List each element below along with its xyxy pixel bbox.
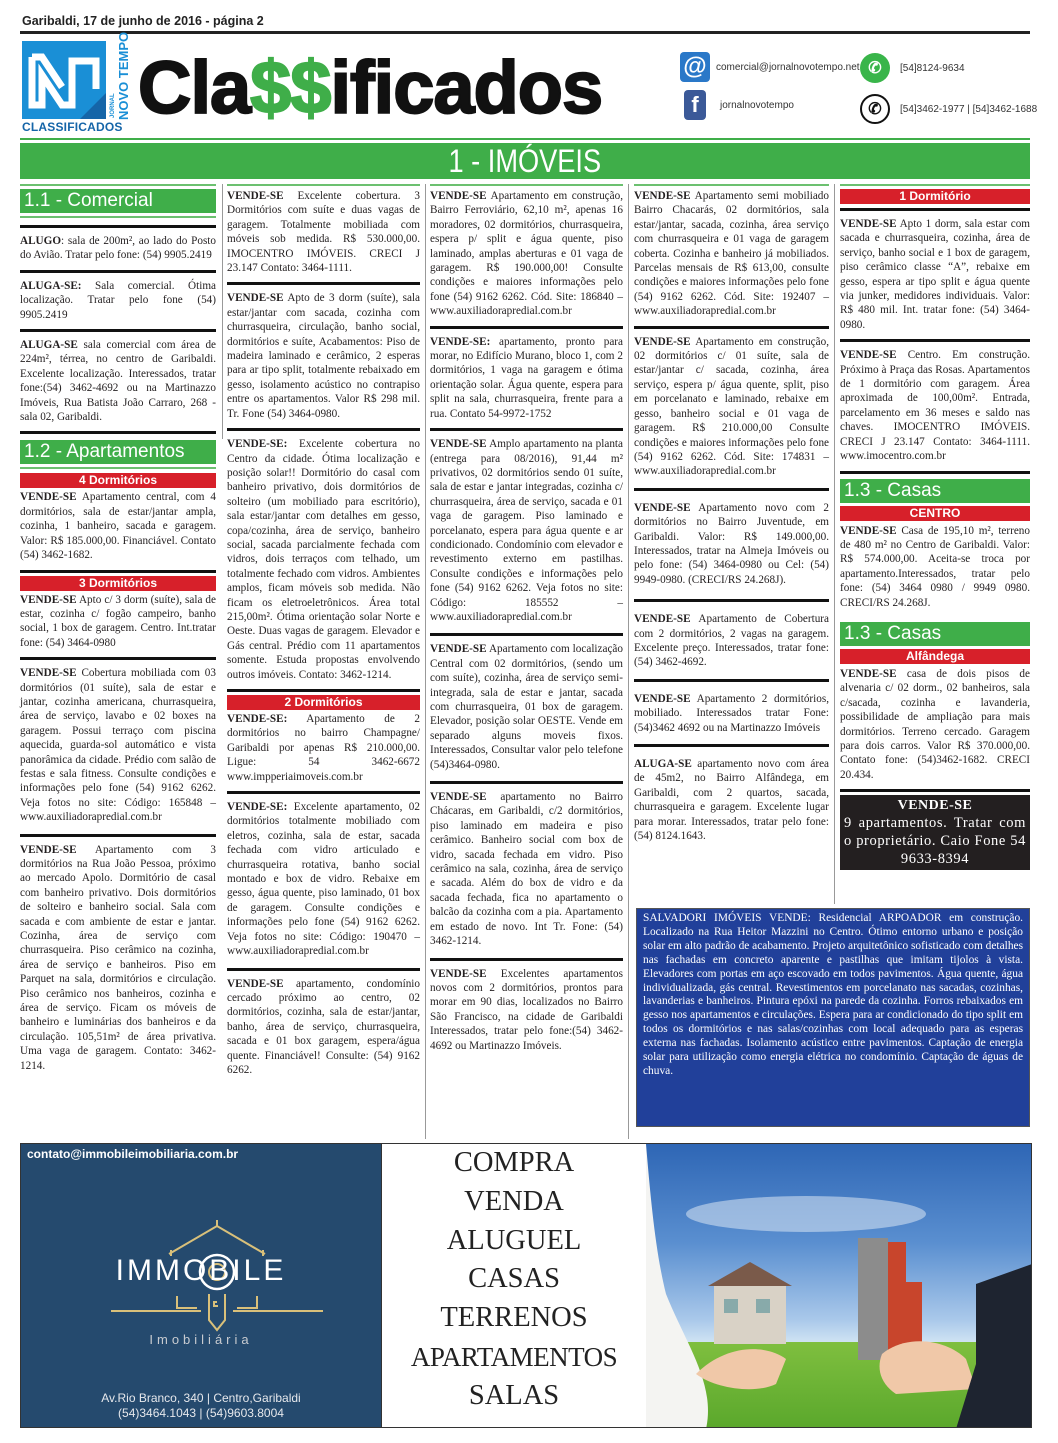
ad-lead: VENDE-SE xyxy=(634,190,691,202)
service-item: SALAS xyxy=(468,1379,560,1411)
black-rule xyxy=(227,689,420,692)
ad-lead: VENDE-SE xyxy=(634,501,691,514)
black-rule xyxy=(20,270,216,273)
column-1 xyxy=(20,184,216,1073)
at-icon: @ xyxy=(680,52,710,82)
green-rule xyxy=(634,184,829,186)
black-rule xyxy=(20,834,216,837)
column-5 xyxy=(840,184,1030,870)
column-divider xyxy=(628,184,629,1139)
ad-lead: VENDE-SE xyxy=(227,292,284,305)
logo-side-small: JORNAL xyxy=(110,93,116,118)
classified-ad xyxy=(20,593,216,651)
classified-ad xyxy=(227,291,420,421)
black-rule xyxy=(430,428,623,431)
black-rule xyxy=(840,471,1030,474)
immobile-address: Av.Rio Branco, 340 | Centro,Garibaldi xyxy=(101,1391,301,1405)
classified-ad xyxy=(840,348,1030,463)
title-dollars: $$ xyxy=(250,46,331,129)
classified-ad xyxy=(20,666,216,824)
ad-body: Apartamento 2 dormitórios, mobiliado. Interessados tratar Fone: (54)3462 4692 ou na Martinazzo Imóveis xyxy=(634,692,829,734)
section-banner xyxy=(20,143,1030,179)
classified-ad xyxy=(227,437,420,682)
column-4 xyxy=(634,184,829,843)
ad-lead: VENDE-SE: xyxy=(430,335,491,348)
service-item: ALUGUEL xyxy=(446,1224,582,1256)
box-title: VENDE-SE xyxy=(897,798,973,814)
header-rule xyxy=(20,31,1030,34)
ad-lead: VENDE-SE: xyxy=(227,801,288,814)
ad-lead: VENDE-SE xyxy=(430,643,487,656)
contact-email[interactable] xyxy=(680,52,860,82)
black-rule xyxy=(430,781,623,784)
contact-phone-text[interactable]: [54]3462-1977 | [54]3462-1688 xyxy=(900,103,1038,115)
ad-body: : sala de 200m², ao lado do Posto do Avião. Tratar pelo fone: (54) 9905.2419 xyxy=(20,235,216,262)
green-rule xyxy=(20,184,216,186)
black-rule xyxy=(634,326,829,329)
service-item: APARTAMENTOS xyxy=(410,1341,618,1372)
immobile-brand: IMMOBILE xyxy=(115,1254,287,1287)
column-divider xyxy=(425,184,426,1139)
ad-lead: VENDE-SE xyxy=(634,335,691,348)
black-rule xyxy=(430,326,623,329)
real-estate-photo xyxy=(646,1143,1032,1428)
green-rule xyxy=(20,216,216,218)
classified-ad xyxy=(430,790,623,948)
ad-lead: ALUGO xyxy=(20,235,62,247)
classified-ad xyxy=(634,335,829,479)
ad-body: Centro. Em construção. Próximo à Praça das Rosas. Apartamentos de 1 dormitório com garagem. Área aproximada de 100,00m². Entrada, parcelamento em 36 meses e saldo nas chaves. IMOCENTRO IMÓVEIS. CRECI J 23.147 Contato: 3464-1111. www.imocentro.com.br xyxy=(840,349,1030,463)
classified-ad xyxy=(840,217,1030,332)
ad-body: Apartamento com localização Central com 02 dormitórios, (sendo um com suíte), cozinha, área de serviço semi-integrada, sala de estar e jantar, sacada com churrasqueira, 01 box de garagem. Elevador, posição solar OESTE. Vende em separado alguns moveis fixos. Interessados, Consultar valor pelo telefone (54)3464-0980. xyxy=(430,643,623,771)
column-3 xyxy=(430,184,623,1053)
ad-body: Excelente apartamento, 02 dormitórios totalmente mobiliado com eletros, cozinha, sala de estar, sacada fechada com vidro articulado e churrasqueira rotativa, banho social montado e box de vidro. Rebaixe em gesso, água quente, piso laminado, 01 box de garagem. Consulte condições e informações pelo fone (54) 9162 6262. Veja fotos no site: Código: 190470 – www.auxiliadorapredial.com.br xyxy=(227,801,420,958)
title-part: Cla xyxy=(138,46,251,129)
ad-body: Apartamento central, com 4 dormitórios, sala de estar/jantar ampla, cozinha, 1 banheiro, sacada e garagem. Valor: R$ 185.000,00. Financiável. Contato (54) 3462-1682. xyxy=(20,491,216,562)
ad-lead: VENDE-SE xyxy=(20,843,77,856)
black-rule xyxy=(840,208,1030,211)
whatsapp-icon: ✆ xyxy=(860,53,890,83)
heading-casas: 1.3 - Casas xyxy=(840,622,1030,646)
ad-body: Apto de 3 dorm (suíte), sala estar/jantar com sacada, cozinha com churrasqueira, circulação, banho social, dormitórios e suíte, Acabamentos: Piso de madeira laminado e cerâmico, 2 esperas para ar tipo split, totalmente rebaixado em gesso, isolamento acústico no contrapiso entre os apartamentos. Valor R$ 298 mil. Tr. Fone (54) 3464-0980. xyxy=(227,292,420,420)
classified-ad xyxy=(20,843,216,1074)
logo-side-big: NOVO TEMPO xyxy=(116,31,131,120)
subheading-4-dormitorios: 4 Dormitórios xyxy=(20,473,216,488)
black-rule xyxy=(430,958,623,961)
subheading-1-dormitorio: 1 Dormitório xyxy=(840,189,1030,204)
ad-body: apartamento, pronto para morar, no Edifício Murano, bloco 1, com 2 dormitórios, 1 vaga na garagem e ótima orientação solar. Água quente, espera para split na sala, churrasqueira, frente para a rua. Contato 54-9972-1752 xyxy=(430,335,623,420)
classified-ad xyxy=(227,712,420,784)
heading-casas: 1.3 - Casas xyxy=(840,479,1030,503)
ad-body: Apartamento com 3 dormitórios na Rua João Pessoa, próximo ao mercado Apolo. Dormitório de casal com banheiro privativo. Dois dormitórios de solteiro e banheiro social. Sala com sacada e com ambiente de estar e jantar. Cozinha, área de serviço com churrasqueira. Piso cerâmico na cozinha, área de serviço e banheiros. Piso em Parquet na sala, dormitórios e circulação. Piso cerâmico nos banheiros, cozinha e área de serviço. Ficam os móveis de banheiro e luminárias dos banheiros e da circulação. 105,51m² de área privativa. Uma vaga de garagem. Contato: 3462-1214. xyxy=(20,843,216,1072)
black-rule xyxy=(227,282,420,285)
contact-facebook-text[interactable]: jornalnovotempo xyxy=(720,99,794,111)
black-rule xyxy=(227,968,420,971)
ad-body: Apto 1 dorm, sala estar com sacada e churrasqueira, cozinha, área de serviço, banho social e 1 box de garagem, piso cerâmico classe “A”, rebaixe em gesso, espera ar tipo split e água quente via junker, medidores individuais. Valor: R$ 480 mil. Int. tratar fone: (54) 3464-0980. xyxy=(840,218,1030,331)
ad-body: Excelente cobertura. 3 Dormitórios com suíte e duas vagas de garagem. Totalmente mobiliada com móveis sob medida. R$ 530.000,00. IMOCENTRO IMÓVEIS. CRECI J 23.147 Contato: 3464-1111. xyxy=(227,190,420,275)
ad-body: Apartamento de Cobertura com 2 dormitórios, 2 vagas na garagem. Excelente preço. Interessados, tratar fone: (54) 3462-4692. xyxy=(634,613,829,669)
classified-ad xyxy=(430,642,623,772)
black-rule xyxy=(20,431,216,434)
ad-body: apartamento no Bairro Chácaras, em Garibaldi, c/2 dormitórios, piso laminado em madeira e piso cerâmico. Banheiro social com box de vidro, sacada fechada em vidro. Piso cerâmico na sala, cozinha, área de serviço e sacada. Além do box de vidro e da sacada fechada, fica no apartamento o balcão da cozinha com a pia. Apartamento em estado de novo. Int Tr. Fone: (54) 3462-1214. xyxy=(430,791,623,948)
column-2 xyxy=(227,184,420,1077)
subheading-3-dormitorios: 3 Dormitórios xyxy=(20,576,216,591)
ad-lead: VENDE-SE xyxy=(840,524,897,537)
ad-body: Apartamento em construção, 02 dormitórios c/ 01 suíte, sala de estar/jantar c/ sacada, cozinha, área serviço, espera p/ água quente, split, piso em porcelanato e laminado, rebaixe em gesso, banheiro social e 01 vaga de garagem. R$ 210.000,00 Consulte condições e maiores informações pelo fone (54) 9162 6262. Cód. Site: 174831 – www.auxiliadorapredial.com.br xyxy=(634,335,829,478)
heading-apartamentos: 1.2 - Apartamentos xyxy=(20,440,216,464)
ad-body: sala comercial com área de 224m², térrea, no centro de Garibaldi. Excelente localização. Interessados, tratar fone:(54) 3462-4692 ou na Martinazzo Imóveis, Rua Batista João Carraro, 268 - sala 02, Garibaldi. xyxy=(20,339,216,424)
ad-body: Amplo apartamento na planta (entrega para 08/2016), 91,44 m² privativos, 02 dormitórios sendo 01 suíte, sala de estar e jantar integradas, cozinha c/ churrasqueira, área de serviço, sacada e 01 vaga de garagem. Piso laminado e porcelanato, espera para água quente e ar condicionado. Condomínio com elevador e revestimento externo em pastilhas. Consulte condições e informações pelo fone (54) 9162 6262. Veja fotos no site: Código: 185552 – www.auxiliadorapredial.com.br xyxy=(430,438,623,623)
green-rule xyxy=(840,184,1030,186)
black-rule xyxy=(227,791,420,794)
ad-lead: VENDE-SE xyxy=(840,349,897,362)
black-rule xyxy=(634,488,829,491)
immobile-contact xyxy=(21,1391,381,1421)
box-body: 9 apartamentos. Tratar com o proprietário. Caio Fone 54 9633-8394 xyxy=(844,815,1026,868)
contact-email-text[interactable]: comercial@jornalnovotempo.net xyxy=(716,61,860,73)
ad-lead: VENDE-SE xyxy=(227,190,284,202)
ad-lead: VENDE-SE xyxy=(430,967,487,980)
black-rule xyxy=(840,789,1030,792)
ad-lead: VENDE-SE xyxy=(430,791,487,804)
ad-lead: ALUGA-SE xyxy=(20,339,78,352)
ad-body: Apartamento em construção, Bairro Ferroviário, 62,10 m², apenas 16 moradores, 02 dormitórios, churrasqueira, espera p/ split e água quente, piso laminado, amplas aberturas e 01 vaga de garagem. R$ 190.000,00! Consulte condições e maiores informações pelo fone (54) 9162 6262. Cód. Site: 186840 – www.auxiliadorapredial.com.br xyxy=(430,190,623,318)
ad-body: Excelentes apartamentos novos com 2 dormitórios, prontos para morar em 90 dias, localizados no Bairro São Francisco, na cidade de Garibaldi Interessados, tratar pelo fone:(54) 3462-4692 ou Martinazzo Imóveis. xyxy=(430,967,623,1052)
black-rule xyxy=(20,570,216,573)
classified-ad xyxy=(840,667,1030,782)
contact-facebook[interactable] xyxy=(684,90,794,120)
ad-body: casa de dois pisos de alvenaria c/ 02 dorm., 02 banheiros, sala c/sacada, cozinha e lavanderia, possibilidade de ampliação para mais dormitórios. Terreno cercado. Garagem para dois carros. Valor R$ 370.000,00. Contato fone: (54)3462-1682. CRECI 20.434. xyxy=(840,667,1030,781)
ad-lead: VENDE-SE xyxy=(20,491,77,504)
classified-ad xyxy=(20,234,216,263)
black-rule xyxy=(634,679,829,682)
classified-ad xyxy=(634,692,829,735)
classified-ad xyxy=(20,279,216,322)
hands-holding-houses-illustration xyxy=(646,1144,1032,1428)
classified-ad xyxy=(20,490,216,562)
immobile-ad xyxy=(20,1143,382,1428)
subheading-centro: CENTRO xyxy=(840,506,1030,521)
classified-ad xyxy=(227,189,420,275)
ad-lead: VENDE-SE xyxy=(634,692,691,705)
classified-ad xyxy=(840,524,1030,610)
ad-lead: VENDE-SE: xyxy=(227,438,288,451)
ad-lead: VENDE-SE: xyxy=(227,713,288,725)
section-title: 1 - IMÓVEIS xyxy=(448,143,602,179)
column-divider xyxy=(834,184,835,904)
ad-body: Excelente cobertura no Centro da cidade. Ótima localização e posição solar!! Dormitório do casal com banheiro privativo, dois dormitórios de solteiro (um mobiliado para escritório), sala estar/jantar com detalhes em gesso, copa/cozinha, área de serviço, banheiro social, sacada parcialmente fechada com vidros, dois terraços com telhado, um totalmente fechado com vidros. Ambientes amplos, ficam móveis sob medida. Não ficam os eletroeletrônicos. Área total 215,00m². Ótima orientação solar Norte e Oeste. Duas vagas de garagem. Elevador e Gás central. Prédio com 11 apartamentos somente. Estuda propostas envolvendo outros imóveis. Contato: 3462-1214. xyxy=(227,438,420,681)
classified-ad xyxy=(227,800,420,958)
column-divider xyxy=(222,184,223,439)
green-rule xyxy=(20,467,216,469)
ad-body: Sala comercial. Ótima localização. Tratar pelo fone (54) 9905.2419 xyxy=(20,279,216,321)
black-rule xyxy=(20,225,216,228)
black-rule xyxy=(430,633,623,636)
black-rule xyxy=(20,657,216,660)
logo-corner xyxy=(80,93,106,119)
ad-lead: VENDE-SE xyxy=(20,667,77,680)
classified-ad xyxy=(430,967,623,1053)
classified-ad xyxy=(430,437,623,624)
heading-comercial: 1.1 - Comercial xyxy=(20,189,216,213)
black-rule xyxy=(227,428,420,431)
ad-body: Apartamento de 2 dormitórios no bairro Champagne/ Garibaldi por apenas R$ 210.000,00. Ligue: 54 3462-6672 www.impperiaimoveis.com.br xyxy=(227,713,420,783)
salvadori-ad: SALVADORI IMÓVEIS VENDE: Residencial ARPOADOR em construção. Localizado na Rua Heitor Mazzini no Centro. Ótimo entorno urbano e posição solar em alto padrão de acabamento. Projeto arquitetônico sofisticado com detalhes nas fachadas em concreto aparente e pastilhas que imitam tijolos à vista. Elevadores com portas em aço escovado em todos pavimentos. Água quente, água individualizada, gás central. Revestimentos em porcelanato nas sacadas, cozinhas, lavanderias e banheiros. Pintura epóxi na parede da cozinha. Forros rebaixados em gesso nos apartamentos e circulações. Espera para ar condicionado do tipo split em todos os dormitórios e nas salas/cozinhas com local adequado para as esperas externa nas fachadas. Isolamento acústico entre pavimentos. Captação de energia solar para utilização como energia elétrica no condomínio. Captação de águas de chuva. xyxy=(636,908,1030,1127)
black-rule xyxy=(20,329,216,332)
classified-ad xyxy=(430,335,623,421)
ad-body: Casa de 195,10 m², terreno de 480 m² no Centro de Garibaldi. Valor: R$ 574.000,00. Aceita-se troca por apartamento.Interessados, tratar pelo fone: (54) 3464 0980 / 9949 0980. CRECI/RS 24.268J. xyxy=(840,524,1030,609)
ad-lead: VENDE-SE xyxy=(430,190,487,202)
green-rule xyxy=(227,184,420,186)
ad-body: Apartamento semi mobiliado Bairro Chacarás, 02 dormitórios, sala estar/jantar, sacada, cozinha, área serviço com churrasqueira e 01 vaga de garagem coberta. Cozinha e banheiro já mobiliados. Parcelas mensais de R$ 613,00, consulte condições e maiores informações pelo fone (54) 9162 6262. Cód. Site: 192407 – www.auxiliadorapredial.com.br xyxy=(634,190,829,318)
header-green-rule xyxy=(20,138,1030,140)
ad-lead: VENDE-SE xyxy=(840,218,897,230)
immobile-email[interactable]: contato@immobileimobiliaria.com.br xyxy=(27,1147,239,1161)
black-rule xyxy=(634,744,829,747)
immobile-subtitle: Imobiliária xyxy=(149,1332,253,1347)
facebook-icon: f xyxy=(684,90,706,120)
ad-lead: VENDE-SE xyxy=(634,613,691,626)
subheading-alfandega: Alfândega xyxy=(840,649,1030,664)
immobile-phones: (54)3464.1043 | (54)9603.8004 xyxy=(118,1406,284,1420)
service-item: VENDA xyxy=(464,1185,564,1217)
ad-lead: VENDE-SE xyxy=(840,667,897,680)
logo-caption: CLASSIFICADOS xyxy=(22,120,123,134)
title-part: ificados xyxy=(330,46,603,129)
ad-body: apartamento novo com área de 45m2, no Bairro Alfândega, em Garibaldi, com 2 quartos, sacada, churrasqueira e garagem. Excelente lugar para morar. Interessados, tratar pelo fone: (54) 8124.1643. xyxy=(634,758,829,843)
vende-se-box xyxy=(840,795,1030,870)
classified-ad xyxy=(20,338,216,424)
classified-ad xyxy=(227,977,420,1078)
green-rule xyxy=(430,184,623,186)
services-ad xyxy=(382,1143,646,1428)
classified-ad xyxy=(634,757,829,843)
ad-body: Apartamento novo com 2 dormitórios no Bairro Juventude, em Garibaldi. Valor: R$ 149.000,00. Interessados, tratar na Almeja Imóveis ou pelo fone: (54) 3464-0980 ou Cel: (54) 9949-0980. (CRECI/RS 24.268J). xyxy=(634,501,829,586)
ad-body: apartamento, condomínio cercado próximo ao centro, 02 dormitórios, cozinha, sala de estar/jantar, banho, área de serviço, churrasqueira, sacada e 01 box garagem, espera/água quente. Financiável! Consulte: (54) 9162 6262. xyxy=(227,977,420,1076)
classified-ad xyxy=(634,189,829,319)
contact-phone[interactable] xyxy=(860,94,1037,124)
service-item: CASAS xyxy=(468,1263,560,1295)
ad-body: Cobertura mobiliada com 03 dormitórios (01 suíte), sala de estar e jantar, cozinha americana, churrasqueira, área de serviço, lavabo e 02 boxes na garagem. Possui terraço com piscina aquecida, guarda-sol automático e vista panorâmica da cidade. Prédio com salão de festas e sala fitness. Consulte condições e informações pelo fone (54) 9162 6262. Veja fotos no site: Código: 165848 – www.auxiliadorapredial.com.br xyxy=(20,667,216,824)
classified-ad xyxy=(430,189,623,319)
ad-lead: ALUGA-SE: xyxy=(20,279,82,292)
classified-ad xyxy=(634,612,829,670)
ad-lead: VENDE-SE xyxy=(227,977,284,990)
service-item: TERRENOS xyxy=(440,1302,588,1334)
dateline: Garibaldi, 17 de junho de 2016 - página 2 xyxy=(22,14,264,28)
subheading-2-dormitorios: 2 Dormitórios xyxy=(227,695,420,710)
ad-lead: ALUGA-SE xyxy=(634,758,692,770)
classified-ad xyxy=(634,501,829,587)
ad-body: Apto c/ 3 dorm (suíte), sala de estar, cozinha c/ fogão campeiro, banho social, 1 box de garagem. Centro. Int.tratar fone: (54) 3464-0980 xyxy=(20,593,216,649)
black-rule xyxy=(840,339,1030,342)
masthead-title xyxy=(138,48,602,128)
service-item: COMPRA xyxy=(453,1147,575,1178)
ad-lead: VENDE-SE xyxy=(430,438,487,451)
contact-whatsapp[interactable] xyxy=(860,53,965,83)
contact-whatsapp-text[interactable]: [54]8124-9634 xyxy=(900,62,965,74)
logo-side-text xyxy=(108,31,131,120)
ad-lead: VENDE-SE xyxy=(20,593,77,606)
newspaper-logo xyxy=(22,41,106,119)
black-rule xyxy=(634,599,829,602)
phone-icon: ✆ xyxy=(860,94,890,124)
